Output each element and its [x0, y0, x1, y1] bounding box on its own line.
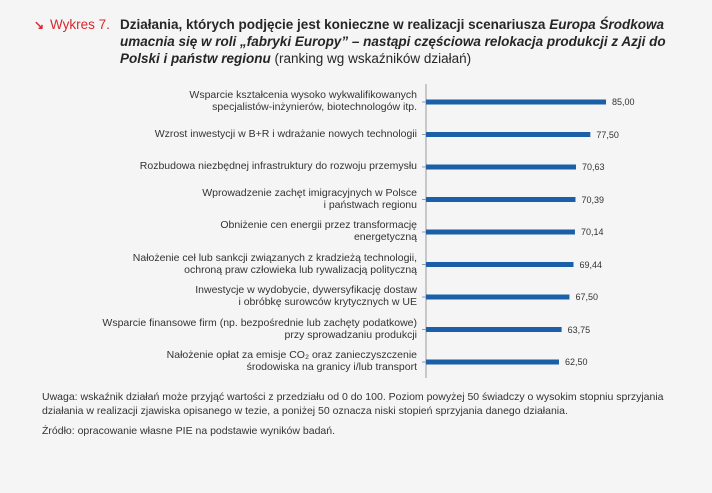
- bar-3: [426, 165, 576, 170]
- category-label-line: środowiska na granicy i/lub transport: [246, 361, 417, 373]
- value-label-1: 85,00: [612, 97, 635, 107]
- bar-2: [426, 132, 590, 137]
- bar-8: [426, 327, 562, 332]
- title-part-2: (ranking wg wskaźników działań): [270, 51, 472, 66]
- category-label-7: [87, 284, 417, 308]
- category-label-3: [87, 160, 417, 172]
- category-label-line: ochroną praw człowieka lub rywalizacją polityczną: [184, 263, 417, 276]
- category-label-8: [87, 317, 417, 341]
- category-label-line: przy sprowadzaniu produkcji: [284, 328, 417, 341]
- category-label-line: energetyczną: [353, 231, 417, 243]
- category-label-line: Wsparcie kształcenia wysoko wykwalifikowanych: [189, 89, 417, 101]
- category-label-line: specjalistów-inżynierów, biotechnologów itp.: [212, 101, 417, 113]
- value-label-4: 70,39: [581, 194, 604, 205]
- value-label-2: 77,50: [596, 129, 619, 140]
- category-label-line: Rozbudowa niezbędnej infrastruktury do rozwoju przemysłu: [139, 160, 417, 172]
- remark-note: Uwaga: wskaźnik działań może przyjąć wartości z przedziału od 0 do 100. Poziom powyżej 50 świadczy o wysokim stopniu sprzyjania działania w realizacji zjawiska opisanego w tezie, a poniżej 50 oznacza niski stopień sprzyjania danego działania.: [42, 391, 664, 417]
- value-label-7: 67,50: [575, 292, 598, 302]
- value-label-6: 69,44: [579, 259, 603, 270]
- value-label-5: 70,14: [580, 227, 604, 237]
- category-label-line: Obniżenie cen energii przez transformację: [220, 219, 417, 231]
- category-label-4: [87, 187, 417, 211]
- category-label-line: i państwach regionu: [323, 198, 417, 211]
- figure-title: [120, 16, 680, 67]
- category-label-line: Nałożenie ceł lub sankcji związanych z kradzieżą technologii,: [132, 251, 417, 264]
- category-label-line: Inwestycje w wydobycie, dywersyfikację dostaw: [195, 284, 417, 296]
- category-label-line: Wsparcie finansowe firm (np. bezpośrednie lub zachęty podatkowe): [102, 316, 417, 329]
- bar-7: [426, 295, 569, 300]
- category-label-line: Nałożenie opłat za emisje CO₂ oraz zanieczyszczenie: [166, 349, 417, 361]
- category-label-line: Wprowadzenie zachęt imigracyjnych w Polsce: [202, 186, 417, 199]
- value-label-8: 63,75: [567, 324, 591, 335]
- category-label-2: [87, 128, 417, 140]
- value-label-9: 62,50: [565, 357, 588, 367]
- bar-1: [426, 100, 606, 105]
- title-part-1: Działania, których podjęcie jest konieczne w realizacji scenariusza: [120, 17, 550, 32]
- arrow-down-right-icon: ↘: [34, 18, 45, 32]
- value-label-3: 70,63: [581, 162, 605, 172]
- category-label-5: [87, 219, 417, 243]
- figure-notes: [42, 390, 672, 444]
- category-label-6: [87, 252, 417, 276]
- category-label-9: [87, 349, 417, 373]
- bar-9: [426, 360, 559, 365]
- bar-6: [426, 262, 573, 267]
- bar-chart: [0, 80, 712, 380]
- bar-5: [426, 230, 575, 235]
- title-italic: Europa Środkowa umacnia się w roli „fabryki Europy” – nastąpi częściowa relokacja produkcji z Azji do Polski i państw regionu: [120, 17, 666, 66]
- source-note: Źródło: opracowanie własne PIE na podstawie wyników badań.: [42, 425, 336, 437]
- category-label-line: i obróbkę surowców krytycznych w UE: [238, 296, 417, 308]
- category-label-1: [87, 89, 417, 113]
- bar-4: [426, 197, 575, 202]
- figure-label: Wykres 7.: [50, 17, 110, 32]
- category-label-line: Wzrost inwestycji w B+R i wdrażanie nowych technologii: [154, 127, 417, 140]
